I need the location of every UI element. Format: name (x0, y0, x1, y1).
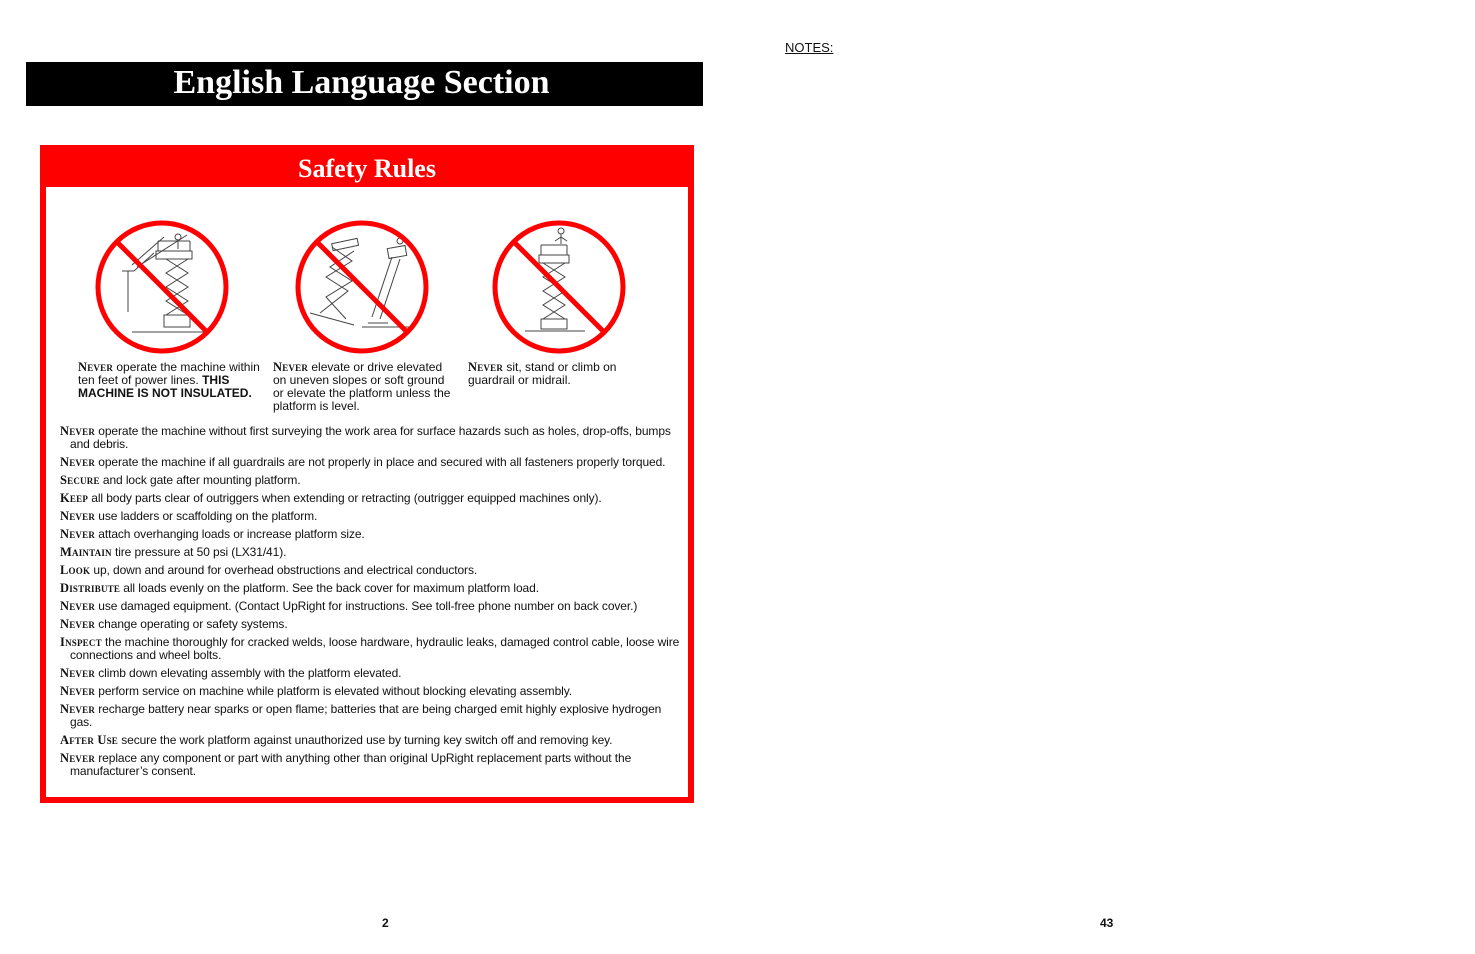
caption-warning: THIS MACHINE IS NOT INSULATED. (78, 373, 252, 400)
rule-keyword: Never (60, 702, 96, 716)
rule-keyword: Maintain (60, 545, 112, 559)
safety-rules-box (40, 145, 694, 803)
rule-item (60, 703, 680, 729)
rule-text: change operating or safety systems. (95, 617, 288, 631)
rule-item (60, 600, 680, 613)
no-guardrail-climb-icon (489, 217, 629, 357)
rule-text: replace any component or part with anything other than original UpRight replacement parts without the manufacturer’s consent. (70, 751, 632, 778)
rule-keyword: Never (60, 455, 96, 469)
notes-label: NOTES: (785, 40, 834, 55)
rule-item (60, 636, 680, 662)
rule-item (60, 474, 680, 487)
rule-keyword: Never (60, 617, 96, 631)
caption-text: sit, stand or climb on guardrail or midrail. (468, 360, 617, 387)
rule-item (60, 667, 680, 680)
rule-text: operate the machine if all guardrails are not properly in place and secured with all fasteners properly torqued. (95, 455, 666, 469)
rule-item (60, 546, 680, 559)
rule-item (60, 685, 680, 698)
rule-item (60, 456, 680, 469)
no-power-lines-icon (92, 217, 232, 357)
rule-keyword: Never (60, 751, 96, 765)
rule-keyword: Look (60, 563, 91, 577)
rule-keyword: Secure (60, 473, 100, 487)
rule-text: tire pressure at 50 psi (LX31/41). (111, 545, 287, 559)
rule-item (60, 564, 680, 577)
no-slope-icon (292, 217, 432, 357)
page-number-right: 43 (1100, 916, 1114, 930)
caption-text: elevate or drive elevated on uneven slopes or soft ground or elevate the platform unless the platform is level. (273, 360, 451, 413)
rule-keyword: Keep (60, 491, 89, 505)
caption-keyword: Never (273, 360, 309, 374)
rule-text: secure the work platform against unauthorized use by turning key switch off and removing key. (118, 733, 613, 747)
rule-item (60, 752, 680, 778)
rule-item (60, 582, 680, 595)
rule-item (60, 492, 680, 505)
section-banner (26, 62, 703, 106)
rule-keyword: After Use (60, 733, 118, 747)
rule-keyword: Never (60, 666, 96, 680)
rule-keyword: Never (60, 424, 96, 438)
caption-text: operate the machine within ten feet of power lines. (78, 360, 260, 387)
rule-item (60, 510, 680, 523)
rule-text: use ladders or scaffolding on the platform. (95, 509, 318, 523)
rule-keyword: Distribute (60, 581, 121, 595)
rule-text: perform service on machine while platform is elevated without blocking elevating assembly. (95, 684, 572, 698)
rule-keyword: Never (60, 684, 96, 698)
rule-text: attach overhanging loads or increase platform size. (95, 527, 365, 541)
caption-slopes (273, 361, 455, 413)
caption-guardrail (468, 361, 638, 387)
section-title: English Language Section (173, 64, 550, 101)
rule-keyword: Never (60, 599, 96, 613)
rule-text: the machine thoroughly for cracked welds, loose hardware, hydraulic leaks, damaged control cable, loose wire connections and wheel bolts. (70, 635, 680, 662)
safety-rules-list (60, 425, 680, 783)
rule-keyword: Inspect (60, 635, 102, 649)
rule-keyword: Never (60, 527, 96, 541)
rule-item (60, 425, 680, 451)
page-number-left: 2 (382, 916, 389, 930)
caption-keyword: Never (468, 360, 504, 374)
caption-keyword: Never (78, 360, 114, 374)
caption-power-lines (78, 361, 263, 400)
rule-text: all loads evenly on the platform. See the back cover for maximum platform load. (120, 581, 539, 595)
rule-text: operate the machine without first surveying the work area for surface hazards such as holes, drop-offs, bumps and debris. (70, 424, 671, 451)
rule-text: climb down elevating assembly with the platform elevated. (95, 666, 402, 680)
rule-text: all body parts clear of outriggers when extending or retracting (outrigger equipped machines only). (88, 491, 602, 505)
rule-item (60, 734, 680, 747)
rule-keyword: Never (60, 509, 96, 523)
rule-item (60, 618, 680, 631)
safety-rules-title: Safety Rules (46, 151, 688, 187)
rule-text: and lock gate after mounting platform. (99, 473, 301, 487)
rule-item (60, 528, 680, 541)
rule-text: use damaged equipment. (Contact UpRight for instructions. See toll-free phone number on back cover.) (95, 599, 638, 613)
rule-text: recharge battery near sparks or open flame; batteries that are being charged emit highly explosive hydrogen gas. (70, 702, 662, 729)
rule-text: up, down and around for overhead obstructions and electrical conductors. (90, 563, 478, 577)
